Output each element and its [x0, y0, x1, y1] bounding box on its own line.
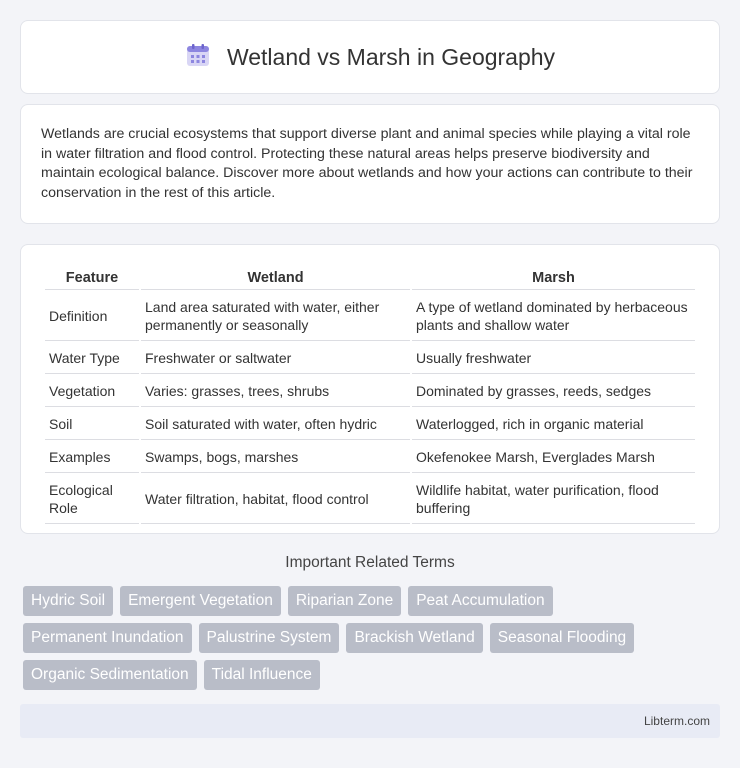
- table-row: [45, 292, 695, 341]
- term-tag[interactable]: Peat Accumulation: [408, 586, 552, 616]
- cell-wetland: Freshwater or saltwater: [141, 343, 410, 374]
- cell-wetland: Soil saturated with water, often hydric: [141, 409, 410, 440]
- cell-marsh: Wildlife habitat, water purification, flood buffering: [412, 475, 695, 524]
- calendar-icon: [185, 42, 211, 73]
- comparison-table: [43, 263, 697, 526]
- cell-wetland: Varies: grasses, trees, shrubs: [141, 376, 410, 407]
- table-header-row: [45, 265, 695, 290]
- term-tag[interactable]: Tidal Influence: [204, 660, 320, 690]
- comparison-table-card: [20, 244, 720, 534]
- cell-marsh: Dominated by grasses, reeds, sedges: [412, 376, 695, 407]
- footer: [20, 704, 720, 738]
- footer-site-link[interactable]: Libterm.com: [643, 714, 710, 728]
- term-tag[interactable]: Palustrine System: [199, 623, 340, 653]
- cell-feature: Water Type: [45, 343, 139, 374]
- related-terms-list: [23, 586, 723, 690]
- page-title: Wetland vs Marsh in Geography: [226, 43, 556, 70]
- header-wetland: Wetland: [141, 265, 410, 290]
- term-tag[interactable]: Emergent Vegetation: [120, 586, 281, 616]
- cell-marsh: A type of wetland dominated by herbaceous plants and shallow water: [412, 292, 695, 341]
- cell-feature: Ecological Role: [45, 475, 139, 524]
- table-row: [45, 376, 695, 407]
- table-row: [45, 409, 695, 440]
- term-tag[interactable]: Hydric Soil: [23, 586, 113, 616]
- term-tag[interactable]: Permanent Inundation: [23, 623, 192, 653]
- table-row: [45, 475, 695, 524]
- cell-wetland: Land area saturated with water, either permanently or seasonally: [141, 292, 410, 341]
- table-row: [45, 442, 695, 473]
- term-tag[interactable]: Organic Sedimentation: [23, 660, 197, 690]
- header-card: [20, 20, 720, 94]
- cell-wetland: Swamps, bogs, marshes: [141, 442, 410, 473]
- cell-feature: Vegetation: [45, 376, 139, 407]
- term-tag[interactable]: Brackish Wetland: [346, 623, 482, 653]
- cell-marsh: Waterlogged, rich in organic material: [412, 409, 695, 440]
- cell-feature: Definition: [45, 292, 139, 341]
- header-marsh: Marsh: [412, 265, 695, 290]
- cell-feature: Soil: [45, 409, 139, 440]
- term-tag[interactable]: Seasonal Flooding: [490, 623, 634, 653]
- cell-marsh: Okefenokee Marsh, Everglades Marsh: [412, 442, 695, 473]
- cell-wetland: Water filtration, habitat, flood control: [141, 475, 410, 524]
- intro-text: Wetlands are crucial ecosystems that support diverse plant and animal species while playing a vital role in water filtration and flood control. Protecting these natural areas helps preserve biodiversity and maintain ecological balance. Discover more about wetlands and how your actions can contribute to their conservation in the rest of this article.: [41, 126, 693, 201]
- related-terms-title: Important Related Terms: [285, 554, 455, 571]
- header-feature: Feature: [45, 265, 139, 290]
- term-tag[interactable]: Riparian Zone: [288, 586, 401, 616]
- table-row: [45, 343, 695, 374]
- cell-marsh: Usually freshwater: [412, 343, 695, 374]
- intro-card: [20, 104, 720, 224]
- cell-feature: Examples: [45, 442, 139, 473]
